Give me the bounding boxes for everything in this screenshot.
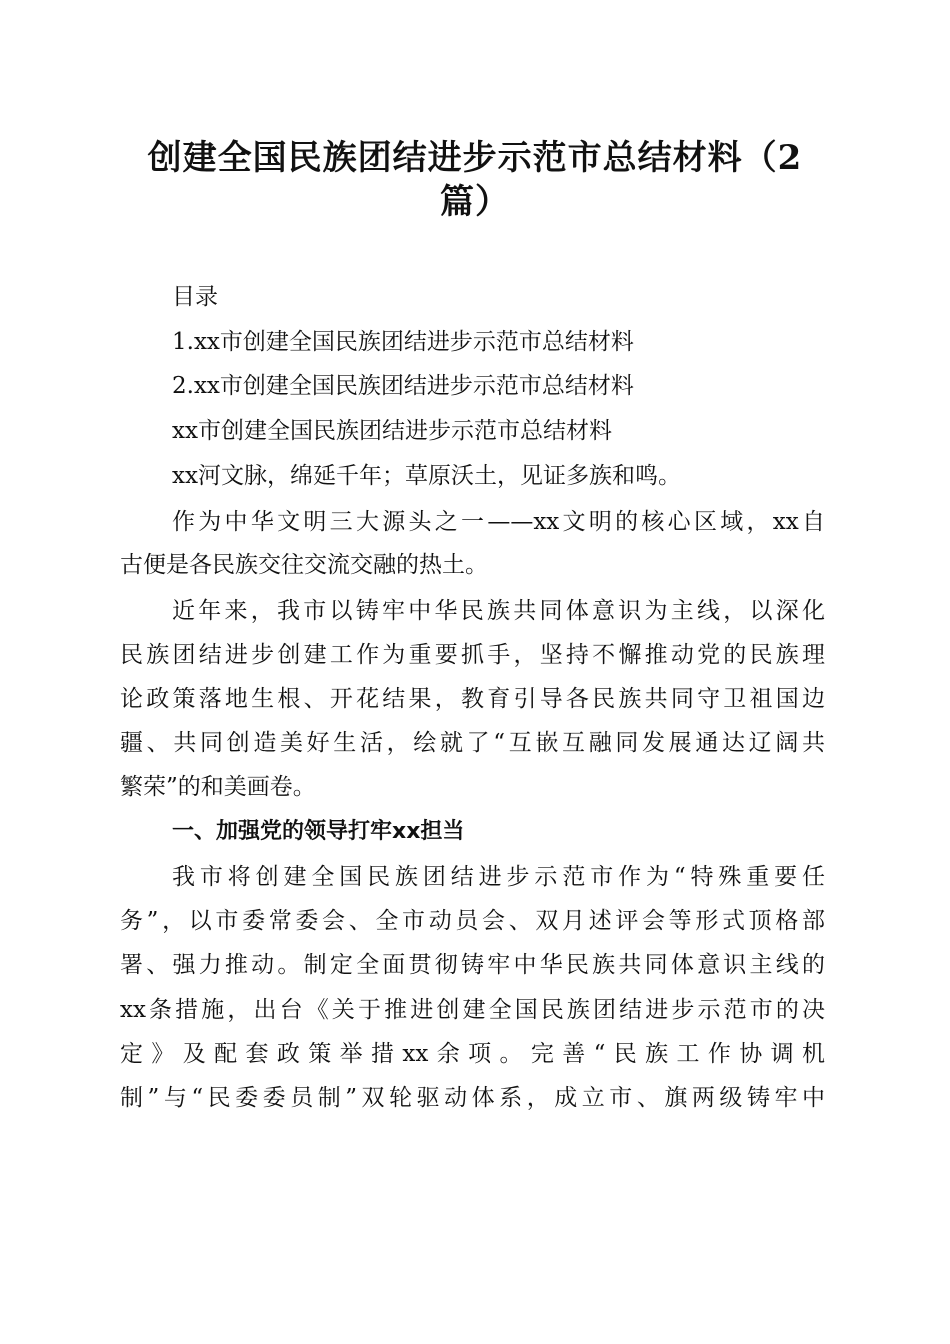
article-intro: xx河文脉，绵延千年；草原沃土，见证多族和鸣。 (172, 463, 681, 489)
toc-label: 目录 (172, 284, 218, 310)
title-line-2: 篇） (440, 182, 510, 222)
paragraph-1-line-2: 古便是各民族交往交流交融的热土。 (120, 552, 488, 578)
toc-item-1: 1.xx市创建全国民族团结进步示范市总结材料 (172, 329, 634, 355)
paragraph-2-line-2: 民族团结进步创建工作为重要抓手，坚持不懈推动党的民族理 (120, 642, 825, 668)
document-title (100, 136, 850, 224)
paragraph-2-line-1: 近年来，我市以铸牢中华民族共同体意识为主线，以深化 (172, 598, 825, 624)
paragraph-3-line-5: 定》及配套政策举措xx余项。完善“民族工作协调机 (120, 1041, 825, 1067)
paragraph-3-line-4: xx条措施，出台《关于推进创建全国民族团结进步示范市的决 (120, 997, 825, 1023)
title-line-1: 创建全国民族团结进步示范市总结材料（2 (147, 138, 803, 178)
paragraph-3-line-2: 务”，以市委常委会、全市动员会、双月述评会等形式顶格部 (120, 908, 825, 934)
paragraph-3-line-6: 制”与“民委委员制”双轮驱动体系，成立市、旗两级铸牢中 (120, 1085, 825, 1111)
paragraph-3-line-3: 署、强力推动。制定全面贯彻铸牢中华民族共同体意识主线的 (120, 952, 825, 978)
paragraph-2-line-4: 疆、共同创造美好生活，绘就了“互嵌互融同发展通达辽阔共 (120, 730, 825, 756)
paragraph-1-line-1: 作为中华文明三大源头之一——xx文明的核心区域，xx自 (172, 509, 825, 535)
paragraph-2-line-5: 繁荣”的和美画卷。 (120, 774, 316, 800)
article-subtitle: xx市创建全国民族团结进步示范市总结材料 (172, 418, 612, 444)
paragraph-3-line-1: 我市将创建全国民族团结进步示范市作为“特殊重要任 (172, 864, 825, 890)
section-heading-1: 一、加强党的领导打牢xx担当 (172, 819, 465, 844)
toc-item-2: 2.xx市创建全国民族团结进步示范市总结材料 (172, 373, 634, 399)
paragraph-2-line-3: 论政策落地生根、开花结果，教育引导各民族共同守卫祖国边 (120, 686, 825, 712)
